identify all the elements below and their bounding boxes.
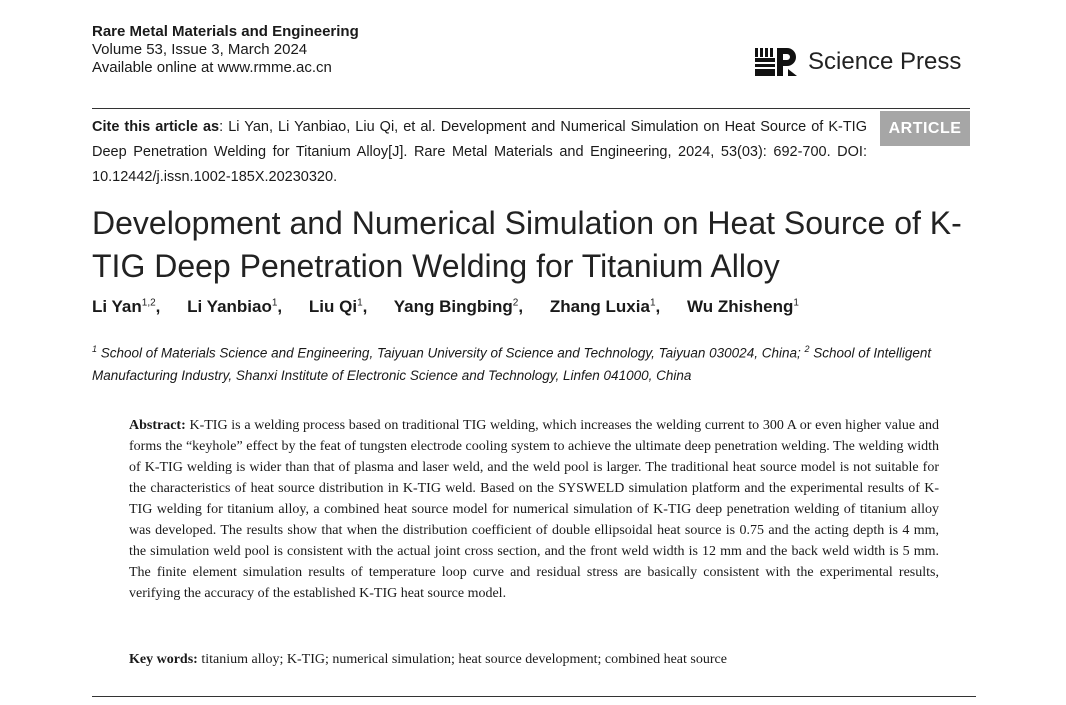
abstract: [129, 415, 939, 604]
article-type-badge: ARTICLE: [880, 111, 970, 146]
author-affiliation-mark: 1: [357, 297, 363, 309]
citation: [92, 115, 867, 190]
affiliations: [92, 338, 976, 387]
author: Wu Zhisheng$^1$: [686, 297, 799, 316]
citation-text: Li Yan, Li Yanbiao, Liu Qi, et al. Development and Numerical Simulation on Heat Source of K-TIG Deep Penetration Welding for Titanium Alloy[J]. Rare Metal Materials and Engineering, 2024, 53(03): 692-700. DOI: 10.12442/j.issn.1002-185X.20230320.: [92, 119, 867, 185]
author: Li Yanbiao$^1$,: [187, 297, 283, 316]
affiliation: School of Materials Science and Engineering, Taiyuan University of Science and Technology, Taiyuan 030024, China;: [100, 345, 801, 361]
publisher: [754, 46, 961, 78]
author-affiliation-mark: 1,2: [141, 297, 156, 309]
abstract-label: Abstract:: [129, 418, 186, 433]
author-affiliation-mark: 2: [512, 297, 519, 309]
author-affiliation-mark: 1: [793, 297, 799, 309]
affiliation-number: 1: [92, 344, 98, 354]
author: Liu Qi$^1$,: [308, 297, 368, 316]
journal-info: [92, 23, 359, 77]
author: Zhang Luxia$^1$,: [549, 297, 661, 316]
journal-availability: Available online at www.rmme.ac.cn: [92, 59, 332, 76]
author: Yang Bingbing$^2$,: [393, 297, 524, 316]
keywords-text: titanium alloy; K-TIG; numerical simulation; heat source development; combined heat source: [201, 652, 727, 667]
science-press-logo-icon: [754, 47, 798, 77]
keywords: [129, 649, 939, 670]
affiliation: School of Intelligent Manufacturing Industry, Shanxi Institute of Electronic Science and Technology, Linfen 041000, China: [92, 345, 932, 383]
journal-issue: Volume 53, Issue 3, March 2024: [92, 41, 308, 58]
affiliation-number: 2: [804, 344, 810, 354]
top-rule: [92, 108, 970, 109]
citation-label: Cite this article as: [92, 119, 220, 135]
citation-separator: :: [219, 119, 229, 135]
bottom-rule: [92, 696, 976, 697]
paper-title: Development and Numerical Simulation on Heat Source of K-TIG Deep Penetration Welding for Titanium Alloy: [92, 205, 962, 284]
author-affiliation-mark: 1: [271, 297, 278, 309]
keywords-label: Key words:: [129, 652, 198, 667]
author-affiliation-mark: 1: [649, 297, 656, 309]
publisher-name: Science Press: [808, 48, 962, 75]
abstract-text: K-TIG is a welding process based on traditional TIG welding, which increases the welding current to 300 A or even higher value and forms the “keyhole” effect by the feat of tungsten electrode cooling system to achieve the ultimate deep penetration welding. The welding width of K-TIG welding is wider than that of plasma and laser weld, and the weld pool is larger. The traditional heat source model is not suitable for the characteristics of heat source distribution in K-TIG weld. Based on the SYSWELD simulation platform and the experimental results of K-TIG welding for titanium alloy, a combined heat source model for numerical simulation of K-TIG deep penetration welding of titanium alloy was developed. The results show that when the distribution coefficient of double ellipsoidal heat source is 0.75 and the acting depth is 4 mm, the simulation weld pool is consistent with the actual joint cross section, and the front weld width is 12 mm and the back weld width is 5 mm. The finite element simulation results of temperature loop curve and residual stress are basically consistent with the experimental results, verifying the accuracy of the established K-TIG heat source model.: [129, 418, 940, 601]
authors: [92, 297, 799, 317]
author: Li Yan$^{1,2}$,: [92, 297, 161, 316]
journal-name: Rare Metal Materials and Engineering: [92, 23, 359, 40]
